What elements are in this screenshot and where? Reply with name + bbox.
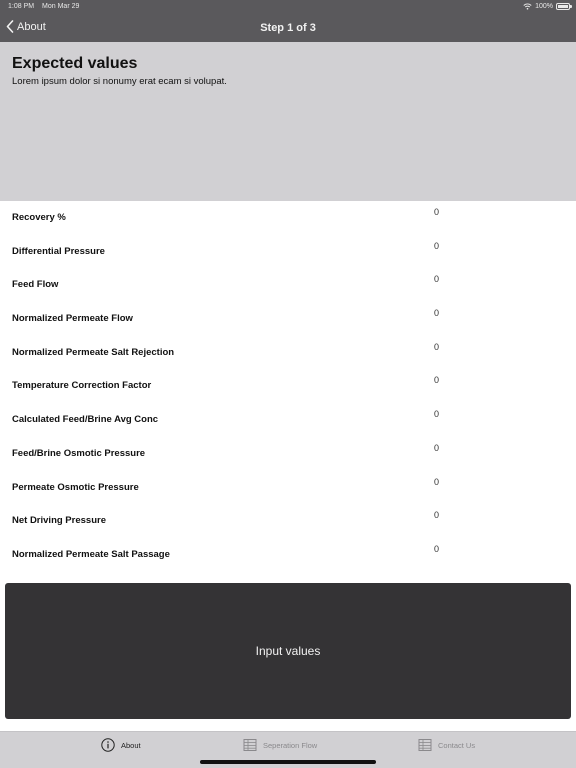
value-number: 0 (434, 240, 440, 251)
tab-label: Contact Us (438, 740, 476, 750)
value-row-differential-pressure (0, 235, 576, 269)
value-row-feed-flow (0, 268, 576, 302)
value-number: 0 (434, 274, 440, 285)
nav-title: Step 1 of 3 (260, 22, 316, 34)
tab-contact-us[interactable] (418, 738, 475, 752)
value-row-recovery (0, 201, 576, 235)
value-label: Feed Flow (12, 279, 59, 291)
value-row-temperature-correction (0, 369, 576, 403)
value-number: 0 (434, 543, 440, 554)
status-date: Mon Mar 29 (42, 3, 80, 10)
value-row-salt-passage (0, 538, 576, 572)
value-row-feed-brine-avg-conc (0, 403, 576, 437)
battery-percent: 100% (535, 3, 553, 10)
info-icon (101, 738, 115, 752)
value-label: Differential Pressure (12, 245, 105, 257)
value-label: Permeate Osmotic Pressure (12, 481, 139, 493)
tab-label: About (121, 740, 141, 750)
value-number: 0 (434, 442, 440, 453)
value-number: 0 (434, 308, 440, 319)
value-number: 0 (434, 409, 440, 420)
value-number: 0 (434, 510, 440, 521)
status-bar (0, 0, 576, 14)
page-title: Expected values (12, 55, 138, 72)
header-panel (0, 42, 576, 201)
value-row-permeate-osmotic (0, 471, 576, 505)
tab-about[interactable] (101, 738, 141, 752)
tab-seperation-flow[interactable] (243, 738, 317, 752)
value-row-feed-brine-osmotic (0, 437, 576, 471)
page-subtitle: Lorem ipsum dolor si nonumy erat ecam si volupat. (12, 76, 227, 87)
value-number: 0 (434, 207, 440, 217)
back-button-label: About (17, 20, 46, 33)
input-values-button[interactable]: Input values (5, 583, 571, 719)
status-time-group (8, 3, 79, 10)
value-row-normalized-permeate-flow (0, 302, 576, 336)
value-label: Normalized Permeate Flow (12, 313, 133, 325)
value-label: Calculated Feed/Brine Avg Conc (12, 414, 159, 426)
value-label: Normalized Permeate Salt Passage (12, 548, 170, 560)
home-indicator (200, 760, 376, 764)
table-icon (243, 738, 257, 752)
status-time: 1:08 PM (8, 3, 35, 10)
table-icon (418, 738, 432, 752)
value-label: Normalized Permeate Salt Rejection (12, 346, 175, 358)
battery-icon (556, 3, 570, 10)
value-label: Feed/Brine Osmotic Pressure (12, 447, 146, 459)
value-label: Net Driving Pressure (12, 515, 106, 527)
expected-values-list (0, 201, 576, 573)
value-number: 0 (434, 341, 440, 352)
value-row-net-driving-pressure (0, 504, 576, 538)
value-number: 0 (434, 476, 440, 487)
wifi-icon (523, 3, 532, 10)
navigation-bar (0, 14, 576, 42)
value-number: 0 (434, 375, 440, 386)
value-row-salt-rejection (0, 336, 576, 370)
value-label: Recovery % (12, 212, 66, 223)
status-right-group (523, 3, 570, 10)
tab-label: Seperation Flow (263, 740, 318, 750)
value-label: Temperature Correction Factor (12, 380, 152, 392)
